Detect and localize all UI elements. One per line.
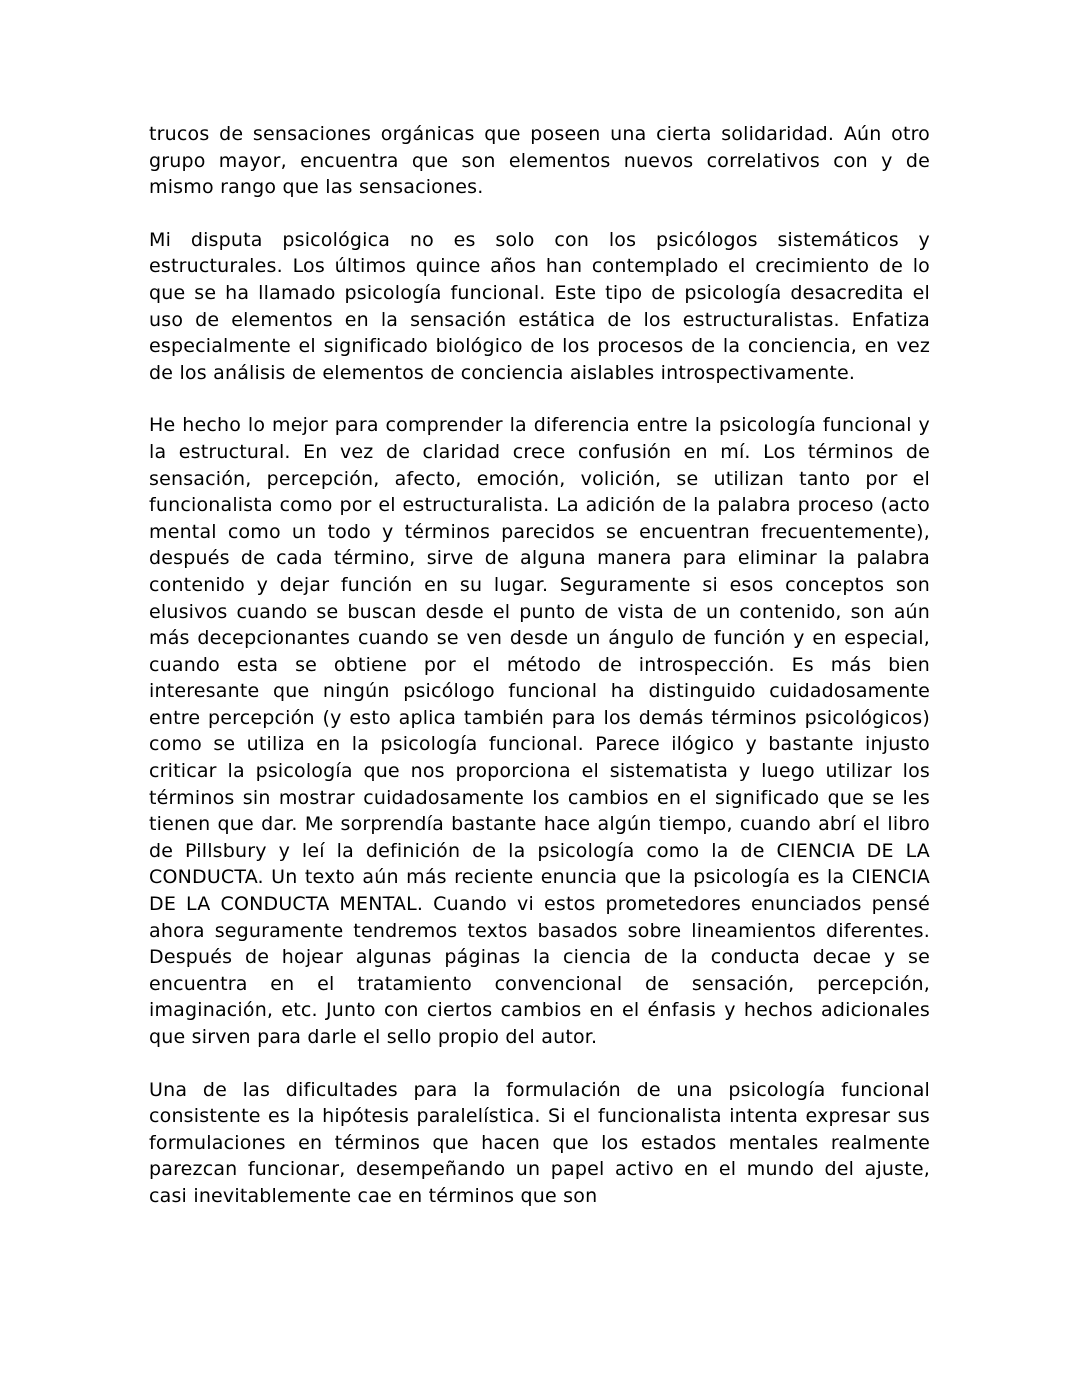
paragraph-2: Mi disputa psicológica no es solo con los psicólogos sistemáticos y estructurales. Los últimos quince años han contemplado el crecimiento de lo que se ha llamado psicología funcional. Este tipo de psicología desacredita el uso de elementos en la sensación estática de los estructuralistas. Enfatiza especialmente el significado biológico de los procesos de la conciencia, en vez de los análisis de elementos de conciencia aislables introspectivamente. [149, 228, 930, 384]
document-text-column [149, 121, 930, 1210]
paragraph-4: Una de las dificultades para la formulación de una psicología funcional consistente es la hipótesis paralelística. Si el funcionalista intenta expresar sus formulaciones en términos que hacen que los estados mentales realmente parezcan funcionar, desempeñando un papel activo en el mundo del ajuste, casi inevitablemente cae en términos que son [149, 1078, 930, 1207]
paragraph-3: He hecho lo mejor para comprender la diferencia entre la psicología funcional y la estructural. En vez de claridad crece confusión en mí. Los términos de sensación, percepción, afecto, emoción, volición, se utilizan tanto por el funcionalista como por el estructuralista. La adición de la palabra proceso (acto mental como un todo y términos parecidos se encuentran frecuentemente), después de cada término, sirve de alguna manera para eliminar la palabra contenido y dejar función en su lugar. Seguramente si esos conceptos son elusivos cuando se buscan desde el punto de vista de un contenido, son aún más decepcionantes cuando se ven desde un ángulo de función y en especial, cuando esta se obtiene por el método de introspección. Es más bien interesante que ningún psicólogo funcional ha distinguido cuidadosamente entre percepción (y esto aplica también para los demás términos psicológicos) como se utiliza en la psicología funcional. Parece ilógico y bastante injusto criticar la psicología que nos proporciona el sistematista y luego utilizar los términos sin mostrar cuidadosamente los cambios en el significado que se les tienen que dar. Me sorprendía bastante hace algún tiempo, cuando abrí el libro de Pillsbury y leí la definición de la psicología como la de CIENCIA DE LA CONDUCTA. Un texto aún más reciente enuncia que la psicología es la CIENCIA DE LA CONDUCTA MENTAL. Cuando vi estos prometedores enunciados pensé ahora seguramente tendremos textos basados sobre lineamientos diferentes. Después de hojear algunas páginas la ciencia de la conducta decae y se encuentra en el tratamiento convencional de sensación, percepción, imaginación, etc. Junto con ciertos cambios en el énfasis y hechos adicionales que sirven para darle el sello propio del autor. [149, 414, 930, 1048]
paragraph-1: trucos de sensaciones orgánicas que poseen una cierta solidaridad. Aún otro grupo mayor, encuentra que son elementos nuevos correlativos con y de mismo rango que las sensaciones. [149, 123, 930, 199]
